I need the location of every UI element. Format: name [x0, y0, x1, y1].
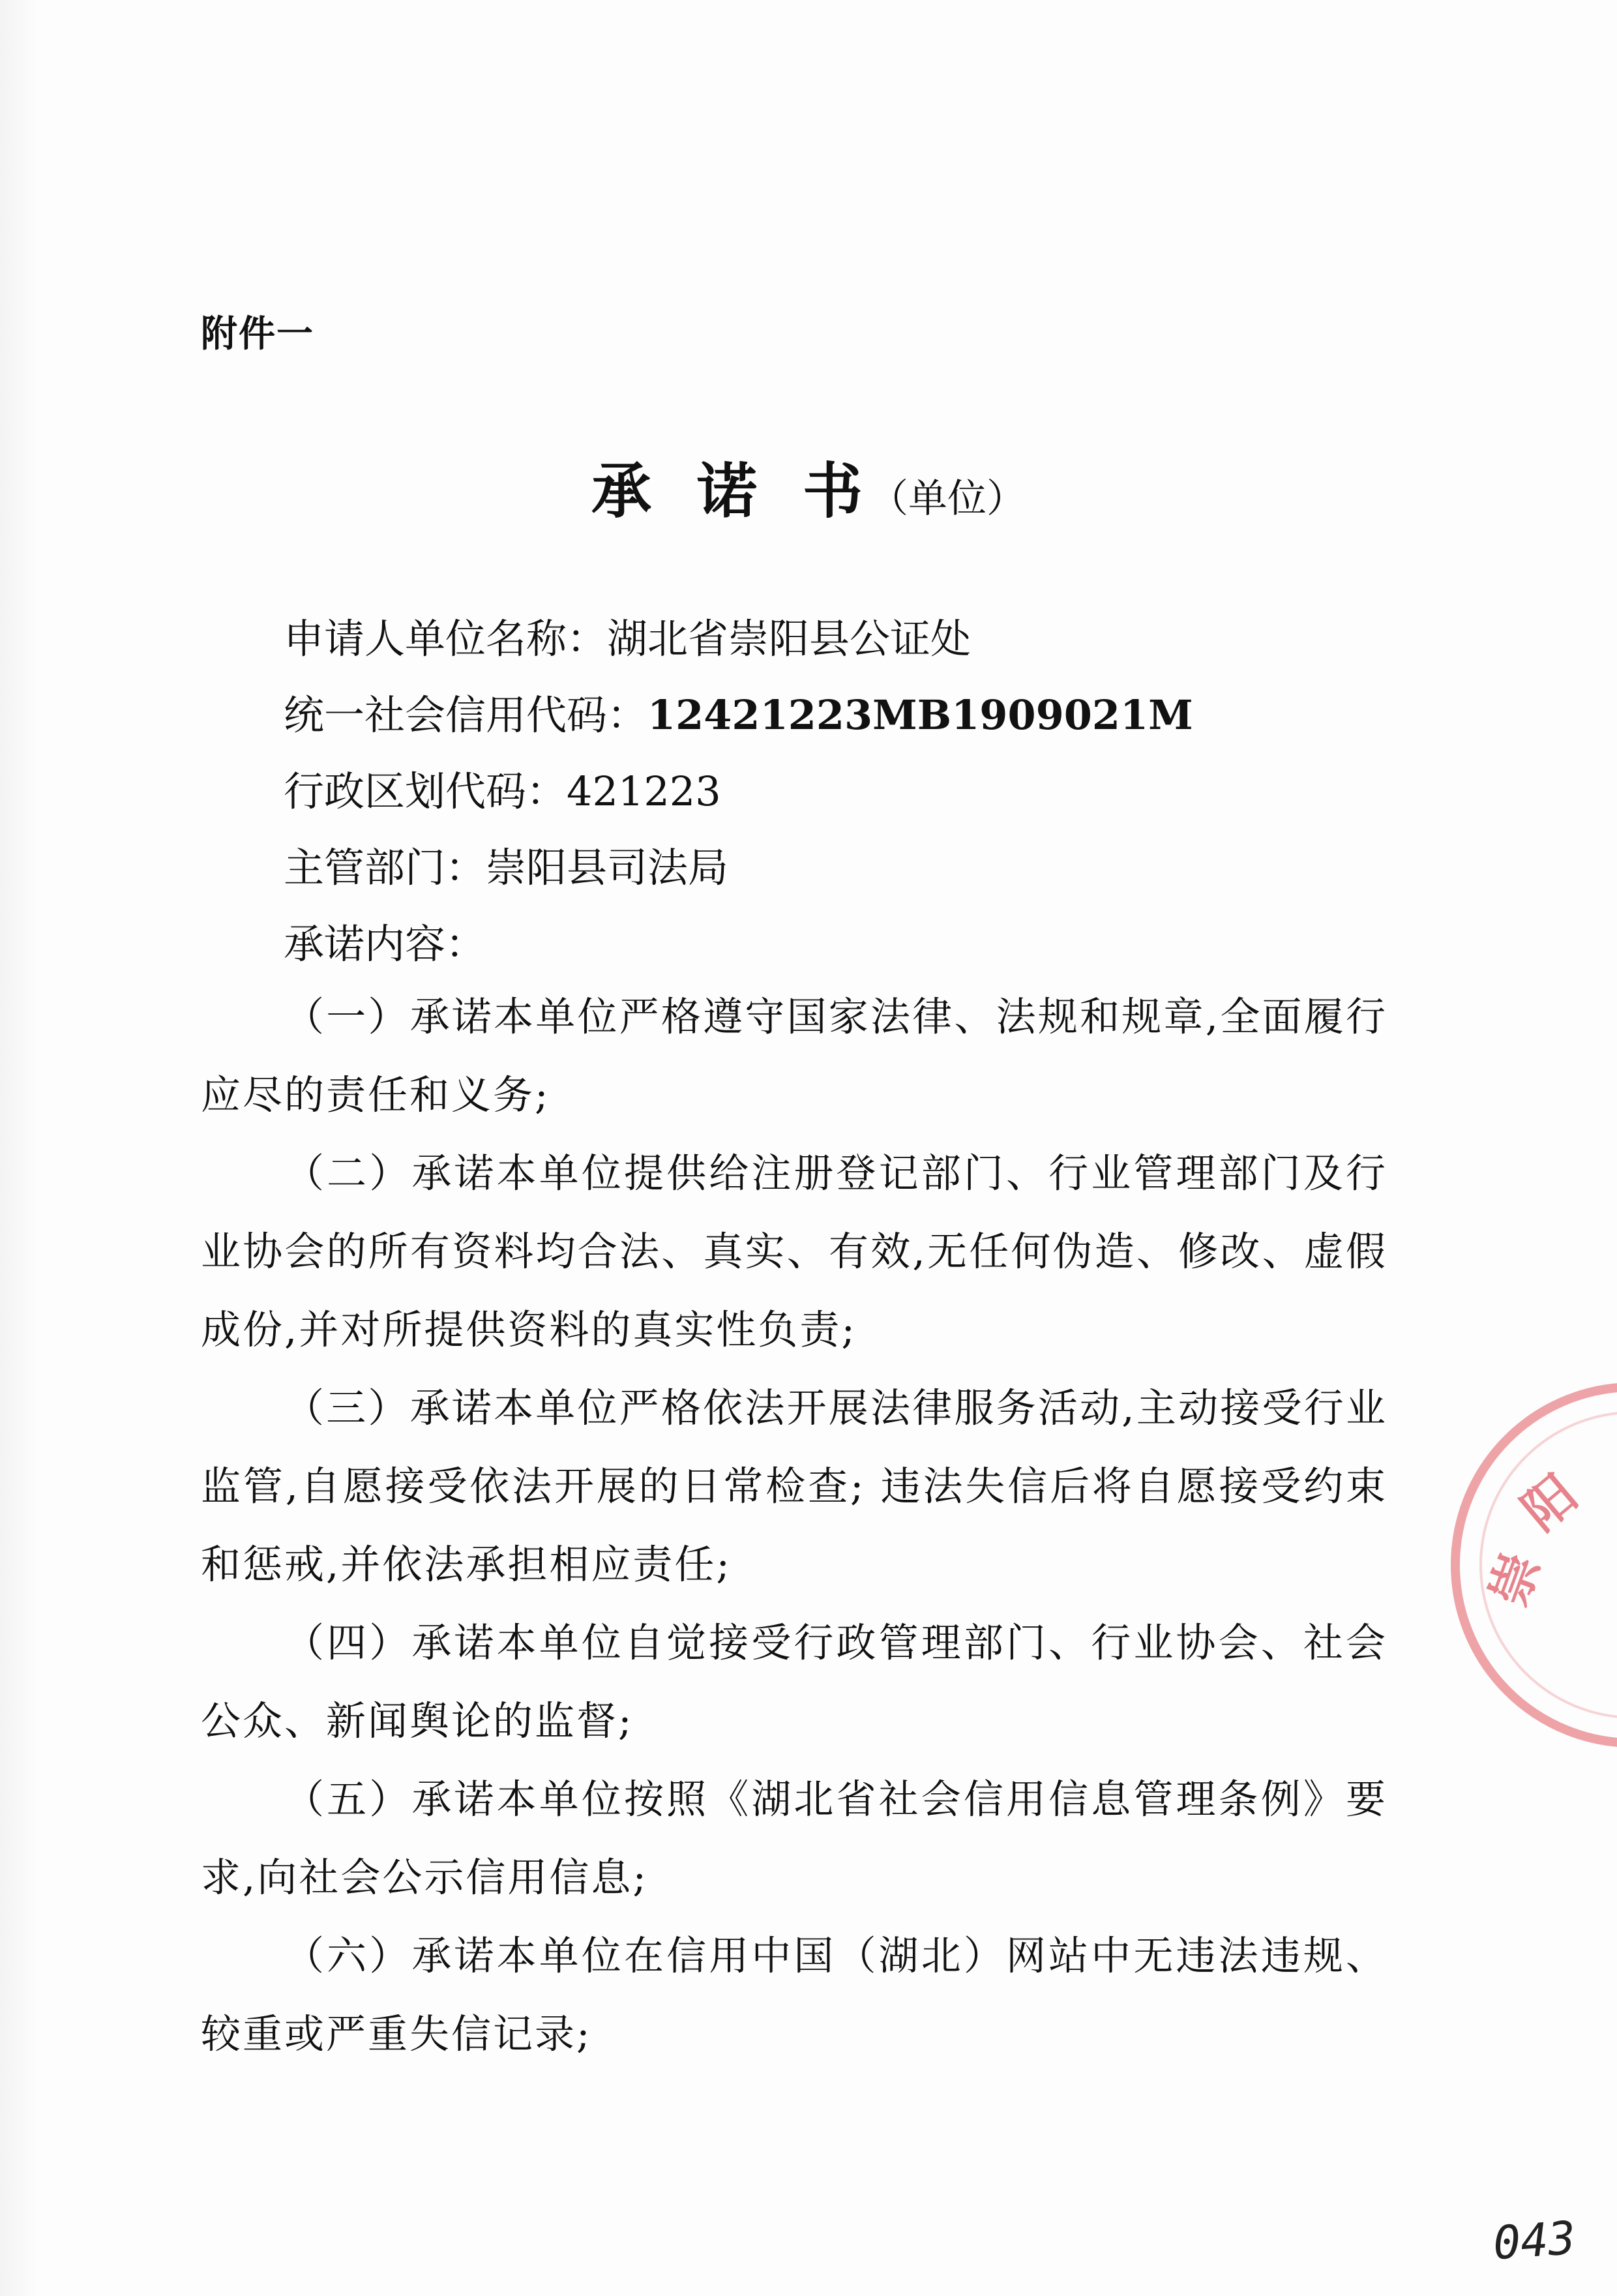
credit-code-field: [284, 683, 1193, 741]
attachment-label: 附件一: [201, 313, 314, 355]
commitment-paragraph: （四）承诺本单位自觉接受行政管理部门、行业协会、社会公众、新闻舆论的监督;: [201, 1620, 1387, 1744]
content-field: [284, 912, 486, 970]
commitment-paragraph: （二）承诺本单位提供给注册登记部门、行业管理部门及行业协会的所有资料均合法、真实、有效,无任何伪造、修改、虚假成份,并对所提供资料的真实性负责;: [201, 1150, 1387, 1353]
official-seal-stamp: [1451, 1382, 1617, 1748]
page-number: 043: [1491, 2211, 1578, 2271]
region-code-field: [284, 759, 721, 817]
applicant-value: 湖北省崇阳县公证处: [607, 615, 972, 663]
region-code-label: 行政区划代码：: [284, 768, 567, 815]
document-title-suffix: （单位）: [869, 476, 1026, 522]
applicant-field: [284, 606, 971, 664]
commitment-paragraph: （五）承诺本单位按照《湖北省社会信用信息管理条例》要求,向社会公示信用信息;: [201, 1776, 1387, 1901]
commitment-paragraph: （六）承诺本单位在信用中国（湖北）网站中无违法违规、较重或严重失信记录;: [201, 1933, 1387, 2057]
department-field: [284, 835, 728, 893]
document-title-row: [0, 443, 1617, 529]
scan-edge-shadow: [0, 0, 39, 2296]
applicant-label: 申请人单位名称：: [284, 615, 608, 663]
credit-code-label: 统一社会信用代码：: [284, 691, 648, 739]
seal-lettering: 崇: [1479, 1545, 1552, 1614]
region-code-value: 421223: [567, 768, 721, 815]
commitment-body: [201, 978, 1387, 2074]
commitment-paragraph: （一）承诺本单位严格遵守国家法律、法规和规章,全面履行应尽的责任和义务;: [201, 994, 1387, 1118]
content-label: 承诺内容：: [284, 920, 486, 968]
seal-lettering: 阳: [1511, 1464, 1589, 1542]
department-value: 崇阳县司法局: [486, 844, 729, 891]
department-label: 主管部门：: [284, 844, 486, 891]
document-title: 承诺书: [591, 456, 908, 526]
credit-code-value: 12421223MB1909021M: [647, 691, 1193, 739]
commitment-paragraph: （三）承诺本单位严格依法开展法律服务活动,主动接受行业监管,自愿接受依法开展的日常检查; 违法失信后将自愿接受约束和惩戒,并依法承担相应责任;: [201, 1385, 1387, 1588]
